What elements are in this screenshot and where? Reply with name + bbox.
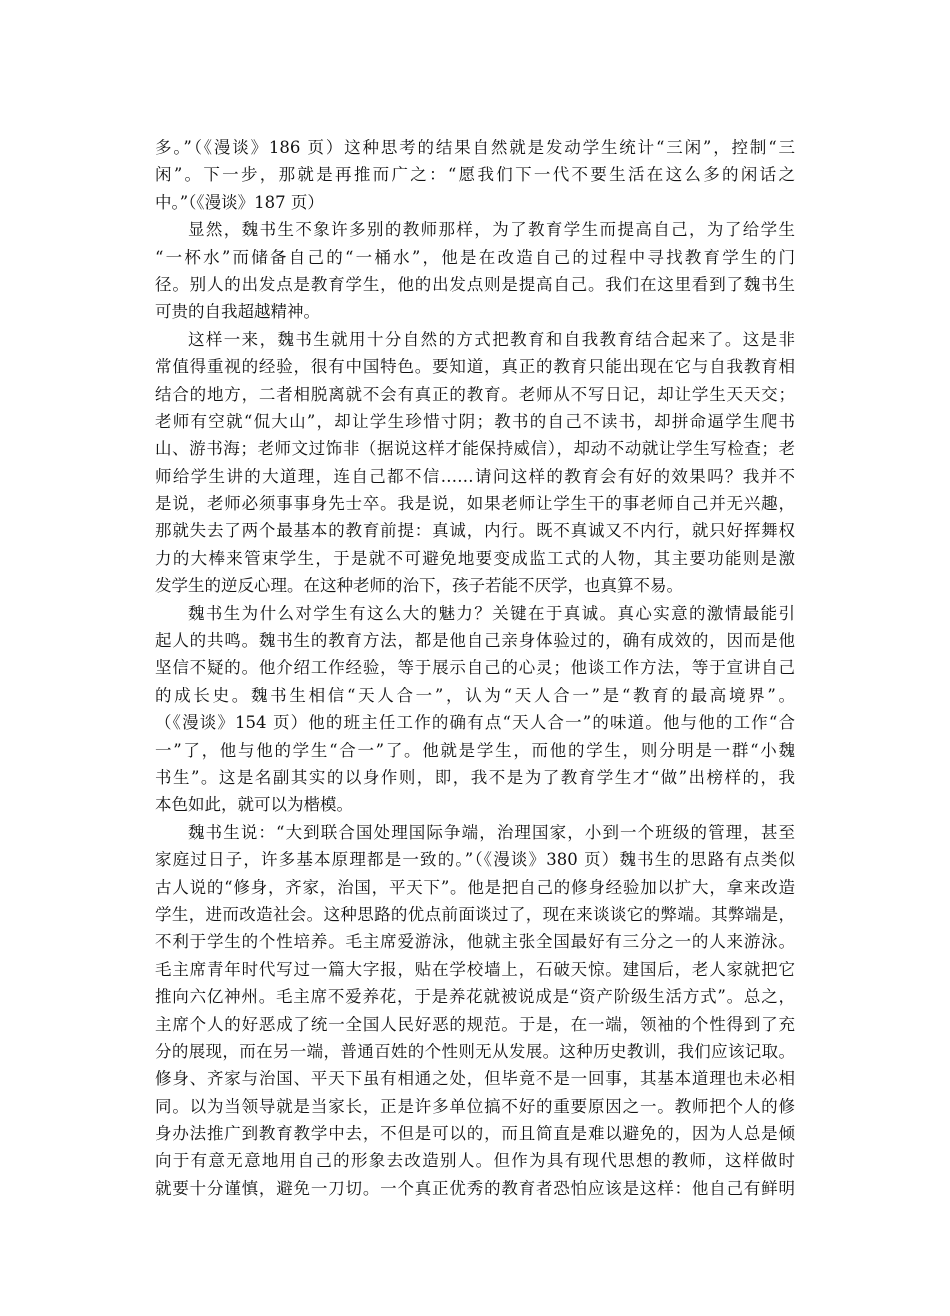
text-line: 家庭过日子，许多基本原理都是一致的。”（《漫谈》380 页）魏书生的思路有点类似: [155, 850, 795, 870]
text-line: 毛主席青年时代写过一篇大字报，贴在学校墙上，石破天惊。建国后，老人家就把它: [155, 959, 795, 979]
text-line: 显然，魏书生不象许多别的教师那样，为了教育学生而提高自己，为了给学生: [188, 220, 795, 240]
text-line: 修身、齐家与治国、平天下虽有相通之处，但毕竟不是一回事，其基本道理也未必相: [155, 1069, 795, 1089]
text-line: 常值得重视的经验，很有中国特色。要知道，真正的教育只能出现在它与自我教育相: [155, 357, 795, 377]
text-line: 老师有空就“侃大山”，却让学生珍惜寸阴；教书的自己不读书，却拼命逼学生爬书: [155, 411, 795, 431]
text-line: 多。”（《漫谈》186 页）这种思考的结果自然就是发动学生统计“三闲”，控制“三: [155, 138, 795, 157]
text-line: 书生”。这是名副其实的以身作则，即，我不是为了教育学生才“做”出榜样的，我: [155, 767, 795, 787]
text-line: 就要十分谨慎，避免一刀切。一个真正优秀的教育者恐怕应该是这样：他自己有鲜明: [155, 1178, 795, 1198]
text-line: 学生，进而改造社会。这种思路的优点前面谈过了，现在来谈谈它的弊端。其弊端是，: [155, 904, 795, 924]
text-line: 发学生的逆反心理。在这种老师的治下，孩子若能不厌学，也真算不易。: [155, 576, 683, 596]
text-line: 闲”。下一步，那就是再推而广之：“愿我们下一代不要生活在这么多的闲话之: [155, 165, 795, 185]
text-line: 中。”（《漫谈》187 页）: [155, 192, 324, 212]
text-line: 结合的地方，二者相脱离就不会有真正的教育。老师从不写日记，却让学生天天交；: [155, 384, 795, 404]
text-line: “一杯水”而储备自己的“一桶水”，他是在改造自己的过程中寻找教育学生的门: [155, 247, 795, 267]
text-line: 不利于学生的个性培养。毛主席爱游泳，他就主张全国最好有三分之一的人来游泳。: [155, 932, 795, 952]
text-line: 一”了，他与他的学生“合一”了。他就是学生，而他的学生，则分明是一群“小魏: [155, 740, 795, 760]
text-line: 魏书生说：“大到联合国处理国际争端，治理国家，小到一个班级的管理，甚至: [188, 822, 795, 842]
text-line: 分的展现，而在另一端，普通百姓的个性则无从发展。这种历史教训，我们应该记取。: [155, 1041, 795, 1061]
text-line: 可贵的自我超越精神。: [155, 302, 320, 322]
text-line: 这样一来，魏书生就用十分自然的方式把教育和自我教育结合起来了。这是非: [188, 329, 795, 349]
text-line: 是说，老师必须事事身先士卒。我是说，如果老师让学生干的事老师自己并无兴趣，: [155, 494, 795, 514]
text-line: 的成长史。魏书生相信“天人合一”，认为“天人合一”是“教育的最高境界”。: [155, 685, 795, 705]
text-line: 师给学生讲的大道理，连自己都不信……请问这样的教育会有好的效果吗？我并不: [155, 466, 795, 486]
text-line: （《漫谈》154 页）他的班主任工作的确有点“天人合一”的味道。他与他的工作“合: [155, 713, 795, 733]
text-line: 坚信不疑的。他介绍工作经验，等于展示自己的心灵；他谈工作方法，等于宣讲自己: [155, 658, 795, 678]
text-line: 推向六亿神州。毛主席不爱养花，于是养花就被说成是“资产阶级生活方式”。总之，: [155, 987, 795, 1007]
text-line: 本色如此，就可以为楷模。: [155, 795, 353, 815]
body-text: [155, 134, 795, 1202]
text-line: 山、游书海；老师文过饰非（据说这样才能保持威信），却动不动就让学生写检查；老: [155, 439, 795, 459]
text-line: 那就失去了两个最基本的教育前提：真诚，内行。既不真诚又不内行，就只好挥舞权: [155, 521, 795, 541]
text-line: 起人的共鸣。魏书生的教育方法，都是他自己亲身体验过的，确有成效的，因而是他: [155, 631, 795, 651]
text-line: 身办法推广到教育教学中去，不但是可以的，而且简直是难以避免的，因为人总是倾: [155, 1124, 795, 1144]
text-line: 魏书生为什么对学生有这么大的魅力？关键在于真诚。真心实意的激情最能引: [188, 603, 795, 623]
text-line: 力的大棒来管束学生，于是就不可避免地要变成监工式的人物，其主要功能则是激: [155, 548, 795, 568]
text-line: 向于有意无意地用自己的形象去改造别人。但作为具有现代思想的教师，这样做时: [155, 1151, 795, 1171]
text-line: 主席个人的好恶成了统一全国人民好恶的规范。于是，在一端，领袖的个性得到了充: [155, 1014, 795, 1034]
text-line: 同。以为当领导就是当家长，正是许多单位搞不好的重要原因之一。教师把个人的修: [155, 1096, 795, 1116]
text-line: 古人说的“修身，齐家，治国，平天下”。他是把自己的修身经验加以扩大，拿来改造: [155, 877, 795, 897]
text-line: 径。别人的出发点是教育学生，他的出发点则是提高自己。我们在这里看到了魏书生: [155, 274, 795, 294]
